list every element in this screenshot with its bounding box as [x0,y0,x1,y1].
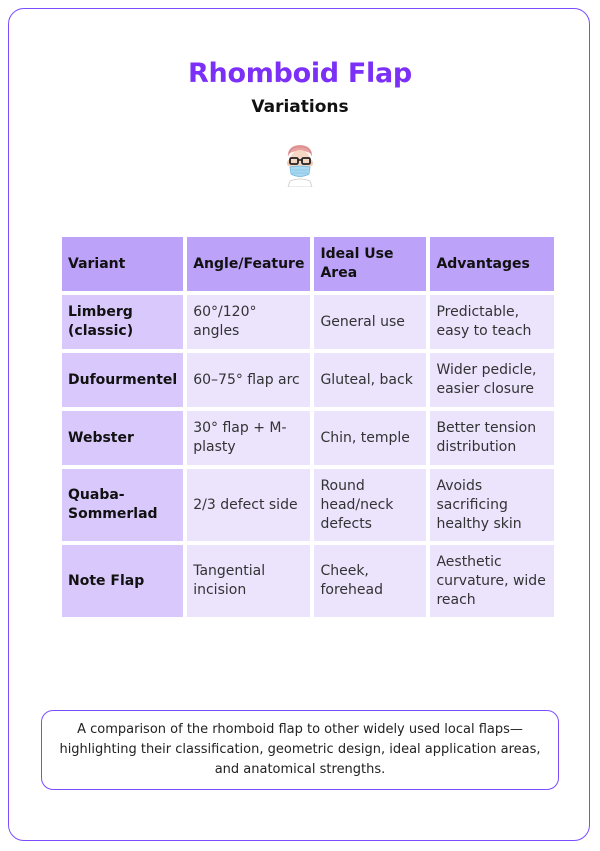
variants-table [58,233,558,621]
ideal-use-area-cell: General use [314,295,426,349]
ideal-use-area-cell: Chin, temple [314,411,426,465]
angle-feature-cell: 2/3 defect side [187,469,310,541]
variant-name-cell: Dufourmentel [62,353,183,407]
column-header-variant: Variant [62,237,183,291]
caption-text: A comparison of the rhomboid flap to other widely used local flaps—highlighting their classification, geometric design, ideal application areas, and anatomical strengths. [59,722,541,777]
page-subtitle: Variations [251,97,349,117]
column-header-ideal-use-area: Ideal Use Area [314,237,426,291]
column-header-advantages: Advantages [430,237,554,291]
variant-name-cell: Quaba-Sommerlad [62,469,183,541]
advantages-cell: Wider pedicle, easier closure [430,353,554,407]
variant-name-cell: Webster [62,411,183,465]
advantages-cell: Better tension distribution [430,411,554,465]
column-header-angle-feature: Angle/Feature [187,237,310,291]
variant-name-cell: Note Flap [62,545,183,617]
table-row [62,295,554,349]
angle-feature-cell: 30° flap + M-plasty [187,411,310,465]
ideal-use-area-cell: Cheek, forehead [314,545,426,617]
table-row [62,353,554,407]
angle-feature-cell: Tangential incision [187,545,310,617]
caption-box [41,710,559,790]
angle-feature-cell: 60–75° flap arc [187,353,310,407]
table-header-row [62,237,554,291]
table-row [62,545,554,617]
table-row [62,411,554,465]
table-row [62,469,554,541]
advantages-cell: Avoids sacrificing healthy skin [430,469,554,541]
ideal-use-area-cell: Gluteal, back [314,353,426,407]
variant-name-cell: Limberg (classic) [62,295,183,349]
advantages-cell: Aesthetic curvature, wide reach [430,545,554,617]
doctor-avatar-icon [282,143,318,187]
angle-feature-cell: 60°/120° angles [187,295,310,349]
ideal-use-area-cell: Round head/neck defects [314,469,426,541]
page-title: Rhomboid Flap [188,58,412,89]
advantages-cell: Predictable, easy to teach [430,295,554,349]
